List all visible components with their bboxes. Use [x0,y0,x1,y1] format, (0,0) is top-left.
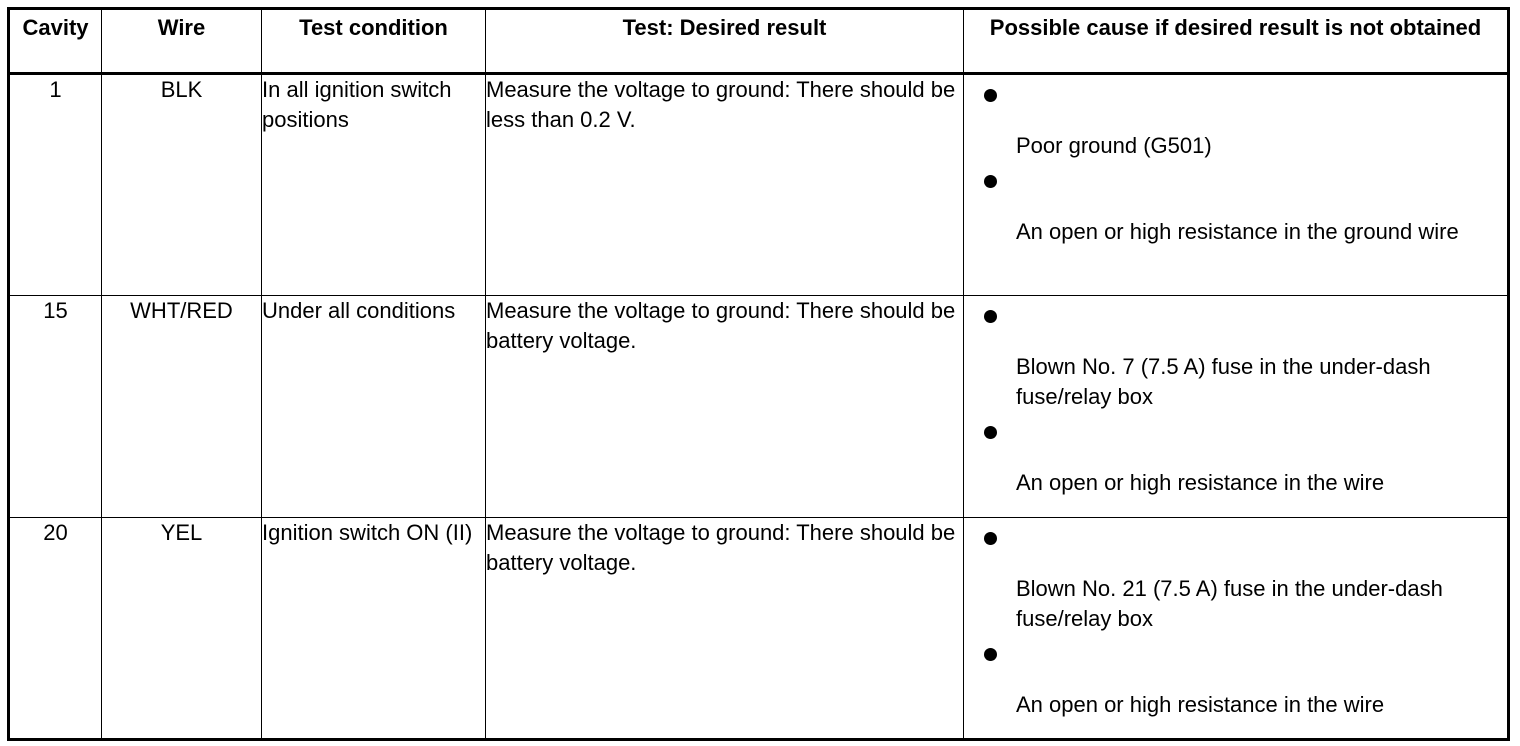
desired-result-cell: Measure the voltage to ground: There should be battery voltage. [486,296,964,518]
bullet-icon [984,89,997,102]
cause-item [964,634,1507,720]
test-condition-cell: Ignition switch ON (II) [262,518,486,740]
bullet-icon [984,175,997,188]
table-row [9,74,1509,296]
header-desired-result: Test: Desired result [486,9,964,74]
cause-item [964,75,1507,161]
possible-cause-cell [964,518,1509,740]
desired-result-cell: Measure the voltage to ground: There should be battery voltage. [486,518,964,740]
wire-cell: WHT/RED [102,296,262,518]
cavity-cell: 15 [9,296,102,518]
header-test-condition: Test condition [262,9,486,74]
cavity-cell: 1 [9,74,102,296]
test-condition-cell: In all ignition switch positions [262,74,486,296]
cause-item [964,518,1507,634]
cause-text: An open or high resistance in the ground wire [1016,219,1459,244]
connector-test-table [7,7,1510,741]
header-cavity: Cavity [9,9,102,74]
wire-cell: YEL [102,518,262,740]
cause-item [964,412,1507,498]
table-row [9,296,1509,518]
table-row [9,518,1509,740]
bullet-icon [984,648,997,661]
header-possible-cause: Possible cause if desired result is not obtained [964,9,1509,74]
cavity-cell: 20 [9,518,102,740]
bullet-icon [984,532,997,545]
bullet-icon [984,310,997,323]
cause-text: An open or high resistance in the wire [1016,470,1385,495]
possible-cause-cell [964,296,1509,518]
desired-result-cell: Measure the voltage to ground: There should be less than 0.2 V. [486,74,964,296]
cause-text: Blown No. 21 (7.5 A) fuse in the under-dash fuse/relay box [1016,576,1443,631]
cause-text: An open or high resistance in the wire [1016,692,1385,717]
bullet-icon [984,426,997,439]
header-row [9,9,1509,74]
cause-text: Poor ground (G501) [1016,133,1212,158]
wire-cell: BLK [102,74,262,296]
table-header [9,9,1509,74]
header-wire: Wire [102,9,262,74]
cause-item [964,296,1507,412]
test-condition-cell: Under all conditions [262,296,486,518]
cause-text: Blown No. 7 (7.5 A) fuse in the under-dash fuse/relay box [1016,354,1431,409]
table-body [9,74,1509,740]
cause-item [964,161,1507,247]
possible-cause-cell [964,74,1509,296]
